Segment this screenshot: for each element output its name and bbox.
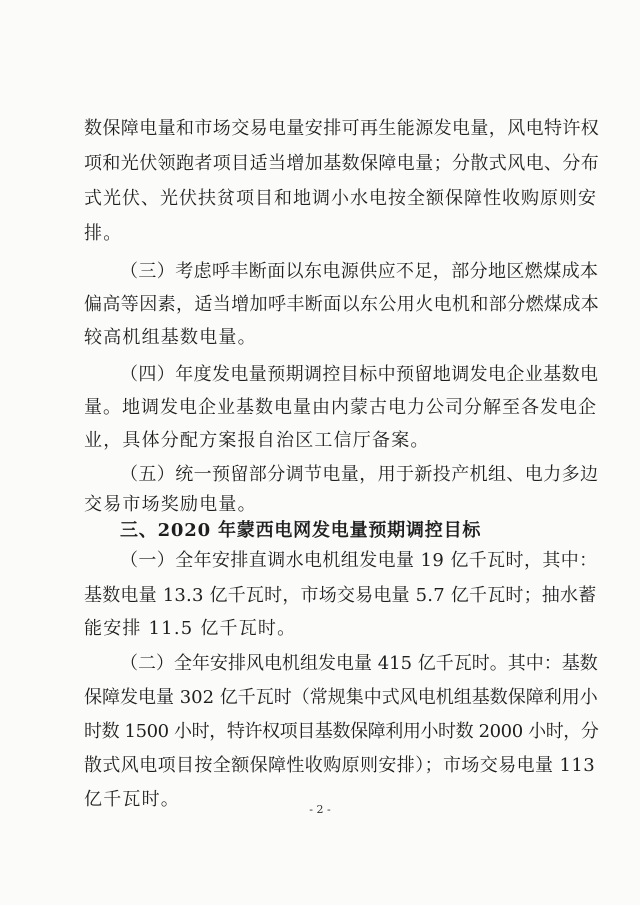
paragraph-line: （四）年度发电量预期调控目标中预留地调发电企业基数电 [120, 364, 599, 385]
paragraph-line: 交易市场奖励电量。 [84, 494, 257, 515]
paragraph-line: 较高机组基数电量。 [84, 327, 257, 348]
paragraph-line: （三）考虑呼丰断面以东电源供应不足，部分地区燃煤成本 [120, 261, 599, 282]
paragraph-line: 能安排 11.5 亿千瓦时。 [84, 618, 297, 639]
paragraph-line: 业，具体分配方案报自治区工信厅备案。 [84, 430, 430, 451]
paragraph-line: 数保障电量和市场交易电量安排可再生能源发电量，风电特许权 [84, 118, 600, 139]
paragraph-line: 排。 [84, 223, 123, 244]
paragraph-line: 基数电量 13.3 亿千瓦时，市场交易电量 5.7 亿千瓦时；抽水蓄 [84, 585, 597, 606]
paragraph-line: 保障发电量 302 亿千瓦时（常规集中式风电机组基数保障利用小 [84, 687, 598, 708]
paragraph-line: （五）统一预留部分调节电量，用于新投产机组、电力多边 [120, 464, 599, 485]
paragraph-line: 式光伏、光伏扶贫项目和地调小水电按全额保障性收购原则安 [84, 188, 597, 209]
paragraph-line: 时数 1500 小时，特许权项目基数保障利用小时数 2000 小时，分 [84, 721, 599, 742]
paragraph-line: 项和光伏领跑者项目适当增加基数保障电量；分散式风电、分布 [84, 153, 600, 174]
paragraph-line: 量。地调发电企业基数电量由内蒙古电力公司分解至各发电企 [84, 397, 597, 418]
paragraph-line: （一）全年安排直调水电机组发电量 19 亿千瓦时，其中： [120, 550, 598, 571]
page-number: - 2 - [309, 803, 331, 816]
section-heading: 三、2020 年蒙西电网发电量预期调控目标 [120, 520, 482, 541]
paragraph-line: 偏高等因素，适当增加呼丰断面以东公用火电机和部分燃煤成本 [84, 294, 600, 315]
paragraph-line: 亿千瓦时。 [84, 789, 180, 810]
paragraph-line: 散式风电项目按全额保障性收购原则安排）；市场交易电量 113 [84, 755, 596, 776]
paragraph-line: （二）全年安排风电机组发电量 415 亿千瓦时。其中：基数 [120, 653, 598, 674]
